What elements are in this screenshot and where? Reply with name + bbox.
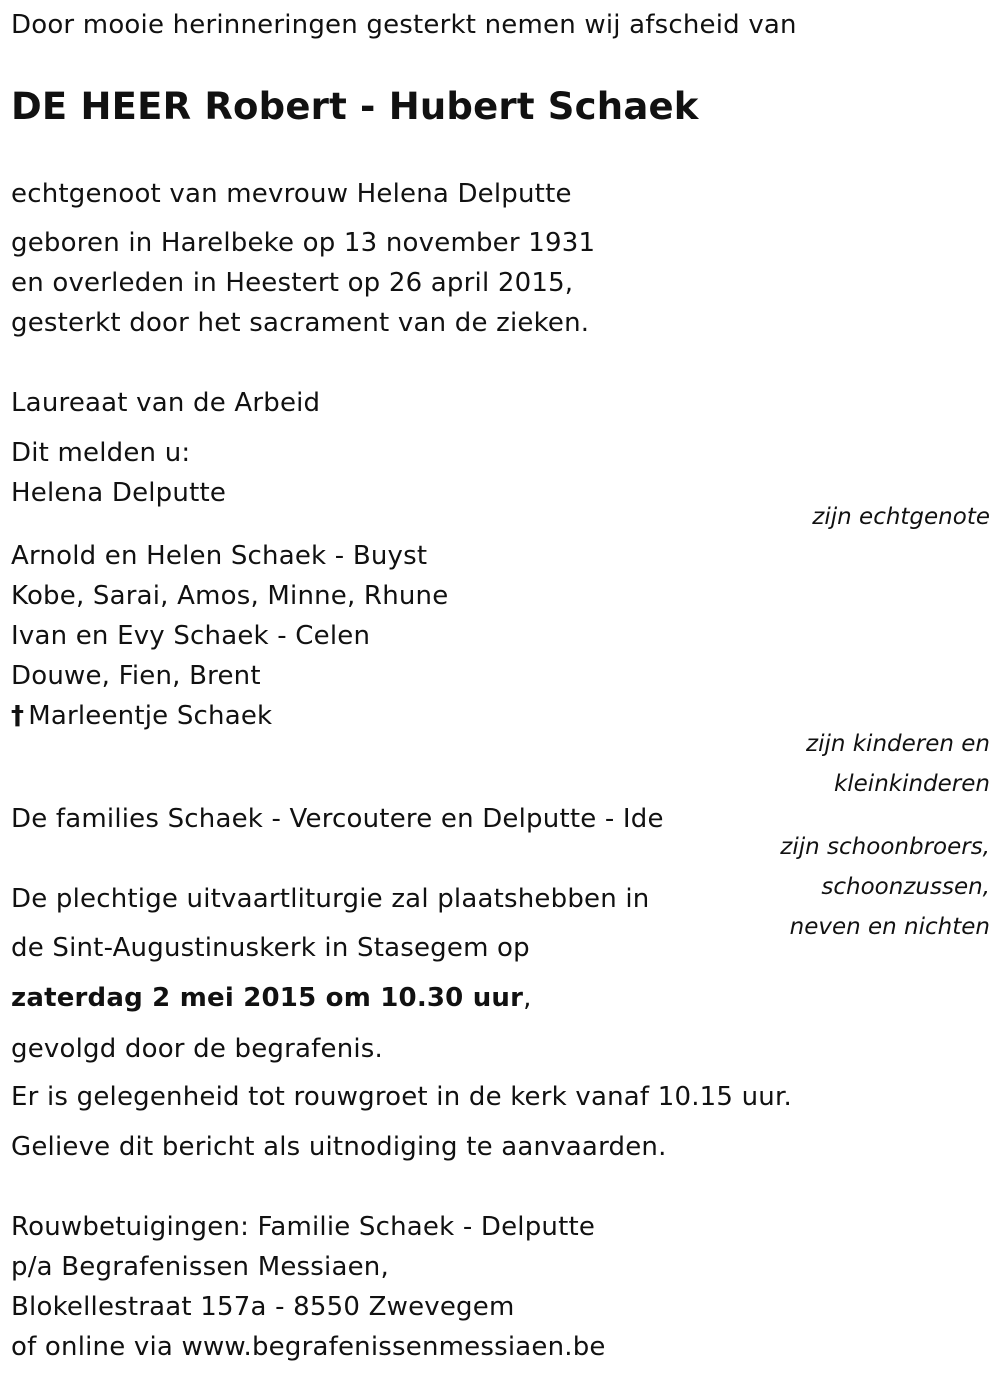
- families-role-line: neven en nichten: [789, 914, 990, 940]
- condolences-street-line: Blokellestraat 157a - 8550 Zwevegem: [11, 1292, 515, 1322]
- spouse-role: zijn echtgenote: [812, 504, 990, 530]
- ceremony-church-line: de Sint-Augustinuskerk in Stasegem op: [11, 933, 530, 963]
- children-line: Arnold en Helen Schaek - Buyst: [11, 541, 428, 571]
- grandchildren-line: Douwe, Fien, Brent: [11, 661, 261, 691]
- families-line: De families Schaek - Vercoutere en Delputte - Ide: [11, 804, 664, 834]
- spouse-name: Helena Delputte: [11, 478, 227, 508]
- cross-icon: †: [11, 701, 25, 731]
- bio-spouse-line: echtgenoot van mevrouw Helena Delputte: [11, 179, 572, 209]
- intro-text: Door mooie herinneringen gesterkt nemen wij afscheid van: [11, 10, 797, 40]
- ceremony-date-suffix: ,: [523, 983, 532, 1013]
- condolence-time-line: Er is gelegenheid tot rouwgroet in de kerk vanaf 10.15 uur.: [11, 1082, 792, 1112]
- ceremony-date-line: [11, 981, 532, 1015]
- condolences-address-line: p/a Begrafenissen Messiaen,: [11, 1252, 389, 1282]
- burial-line: gevolgd door de begrafenis.: [11, 1034, 384, 1064]
- children-role-line: kleinkinderen: [833, 771, 990, 797]
- families-role-line: zijn schoonbroers,: [780, 834, 990, 860]
- honor-line: Laureaat van de Arbeid: [11, 388, 321, 418]
- grandchildren-line: Kobe, Sarai, Amos, Minne, Rhune: [11, 581, 449, 611]
- condolences-line: Rouwbetuigingen: Familie Schaek - Delputte: [11, 1212, 596, 1242]
- children-role-line: zijn kinderen en: [806, 731, 990, 757]
- ceremony-line: De plechtige uitvaartliturgie zal plaatshebben in: [11, 884, 650, 914]
- condolences-online-line: of online via www.begrafenissenmessiaen.be: [11, 1332, 606, 1362]
- deceased-title: DE HEER Robert - Hubert Schaek: [11, 85, 699, 128]
- bio-death-line: en overleden in Heestert op 26 april 2015,: [11, 268, 574, 298]
- families-role-line: schoonzussen,: [821, 874, 990, 900]
- invitation-line: Gelieve dit bericht als uitnodiging te aanvaarden.: [11, 1132, 667, 1162]
- deceased-child-name: Marleentje Schaek: [28, 701, 273, 731]
- children-line: Ivan en Evy Schaek - Celen: [11, 621, 371, 651]
- deceased-child-line: [11, 699, 272, 733]
- families-role: [780, 827, 990, 947]
- announce-line: Dit melden u:: [11, 438, 191, 468]
- bio-sacrament-line: gesterkt door het sacrament van de zieken.: [11, 308, 590, 338]
- bio-birth-line: geboren in Harelbeke op 13 november 1931: [11, 228, 596, 258]
- children-role: [806, 724, 990, 804]
- ceremony-date: zaterdag 2 mei 2015 om 10.30 uur: [11, 983, 524, 1013]
